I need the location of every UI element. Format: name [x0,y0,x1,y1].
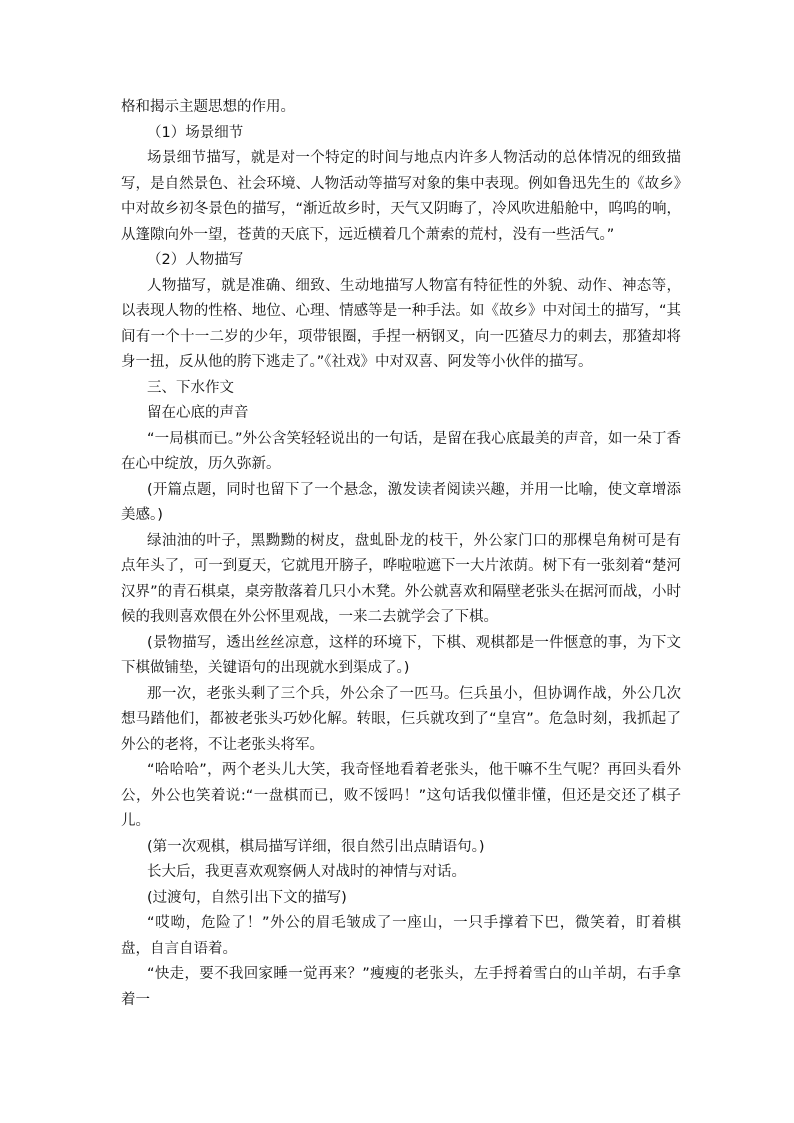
essay-comment: (景物描写，透出丝丝凉意，这样的环境下，下棋、观棋都是一件惬意的事，为下文下棋做铺垫，关键语句的出现就水到渠成了。) [121,634,681,676]
essay-paragraph: 长大后，我更喜欢观察俩人对战时的神情与对话。 [147,864,466,880]
paragraph-continuation: 格和揭示主题思想的作用。 [121,99,295,115]
essay-paragraph: “哈哈哈”，两个老头儿大笑，我奇怪地看着老张头，他干嘛不生气呢？再回头看外公，外公也笑着说:“一盘棋而已，败不馁吗！”这句话我似懂非懂，但还是交还了棋子儿。 [121,762,681,829]
essay-comment: (过渡句，自然引出下文的描写) [147,889,347,906]
essay-paragraph: “哎呦，危险了！”外公的眉毛皱成了一座山，一只手撑着下巴，微笑着，盯着棋盘，自言自语着。 [121,915,681,957]
essay-comment: (第一次观棋，棋局描写详细，很自然引出点睛语句。) [147,838,485,855]
essay-paragraph: “一局棋而已。”外公含笑轻轻说出的一句话，是留在我心底最美的声音，如一朵丁香在心中绽放，历久弥新。 [121,430,681,472]
subheading-character: （2）人物描写 [147,252,244,268]
document-body [121,95,681,1013]
essay-paragraph: 绿油油的叶子，黑黝黝的树皮，盘虬卧龙的枝干，外公家门口的那棵皂角树可是有点年头了，可一到夏天，它就甩开膀子，哗啦啦遮下一大片浓荫。树下有一张刻着“楚河汉界”的青石棋桌，桌旁散落着几只小木凳。外公就喜欢和隔壁老张头在据河而战，小时候的我则喜欢偎在外公怀里观战，一来二去就学会了下棋。 [121,532,681,625]
essay-paragraph: “快走，要不我回家睡一觉再来？”瘦瘦的老张头，左手捋着雪白的山羊胡，右手拿着一 [121,966,681,1008]
subheading-scene-detail: （1）场景细节 [147,124,244,141]
paragraph-character: 人物描写，就是准确、细致、生动地描写人物富有特征性的外貌、动作、神态等，以表现人物的性格、地位、心理、情感等是一种手法。如《故乡》中对闰土的描写，“其间有一个十一二岁的少年，项带银圈，手捏一柄钢叉，向一匹猹尽力的刺去，那猹却将身一扭，反从他的胯下逃走了。”《社戏》中对双喜、阿发等小伙伴的描写。 [121,277,681,370]
essay-paragraph: 那一次，老张头剩了三个兵，外公余了一匹马。仨兵虽小，但协调作战，外公几次想马踏他们，都被老张头巧妙化解。转眼，仨兵就攻到了“皇宫”。危急时刻，我抓起了外公的老将，不让老张头将军。 [121,685,681,753]
essay-comment: (开篇点题，同时也留下了一个悬念，激发读者阅读兴趣，并用一比喻，使文章增添美感。) [121,481,681,523]
paragraph-scene-detail: 场景细节描写，就是对一个特定的时间与地点内许多人物活动的总体情况的细致描写，是自然景色、社会环境、人物活动等描写对象的集中表现。例如鲁迅先生的《故乡》中对故乡初冬景色的描写，“渐近故乡时，天气又阴晦了，冷风吹进船舱中，呜呜的响，从篷隙向外一望，苍黄的天底下，远近横着几个萧索的荒村，没有一些活气。” [121,150,681,243]
section-heading: 三、下水作文 [147,379,234,396]
essay-title: 留在心底的声音 [147,405,249,421]
